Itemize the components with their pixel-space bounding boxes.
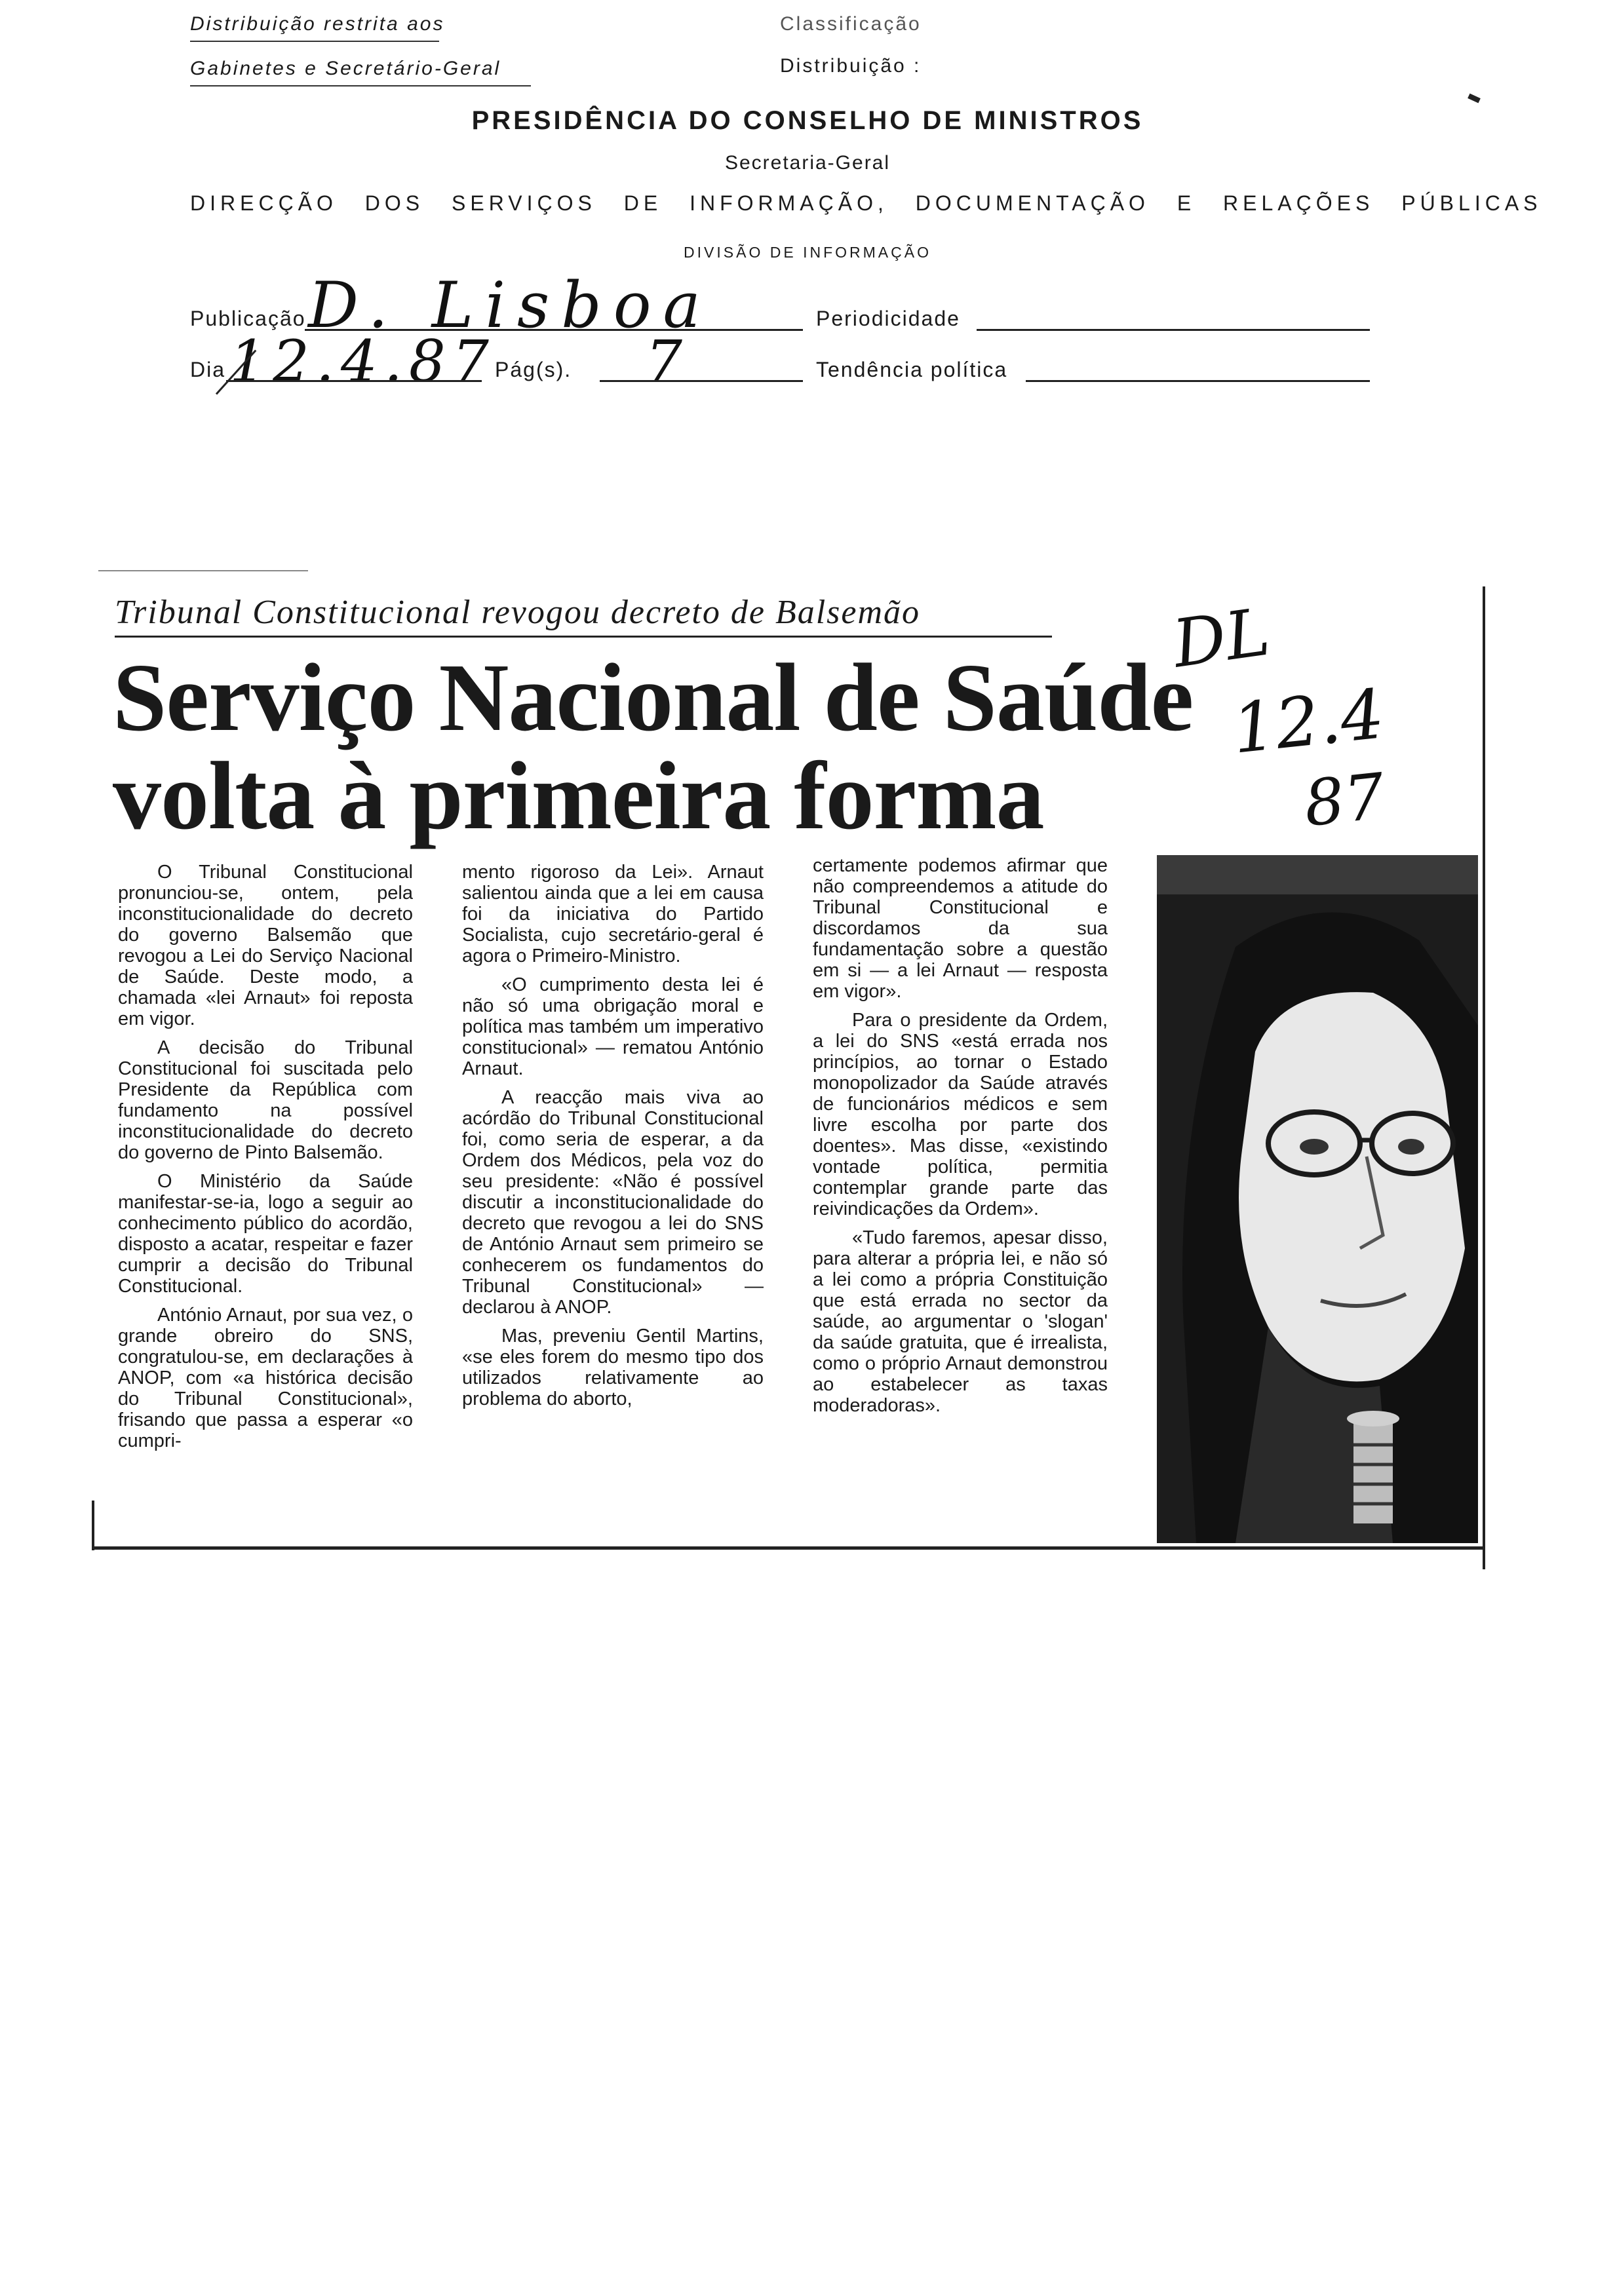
- handwritten-annotation-date: 12.4: [1228, 674, 1388, 769]
- clipping-edge: [98, 570, 308, 571]
- paragraph: «O cumprimento desta lei é não só uma obrigação moral e política mas também um imperativo constitucional» — rematou António Arnaut.: [462, 974, 764, 1079]
- clipping-right-edge: [1483, 586, 1485, 1569]
- directorate-title: DIRECÇÃO DOS SERVIÇOS DE INFORMAÇÃO, DOCUMENTAÇÃO E RELAÇÕES PÚBLICAS: [190, 191, 1542, 215]
- publication-value: D. Lisboa: [308, 269, 712, 342]
- political-label: Tendência política: [816, 358, 1008, 381]
- clipping-bottom-edge: [92, 1546, 1485, 1550]
- handwritten-annotation-year: 87: [1300, 759, 1388, 841]
- headline-line2: volta à primeira forma: [113, 742, 1044, 850]
- article-column-2: [462, 862, 764, 1417]
- clipping-left-edge: [92, 1501, 94, 1550]
- periodicity-label: Periodicidade: [816, 307, 960, 330]
- headline-line1: Serviço Nacional de Saúde: [113, 644, 1194, 752]
- kicker-underline: [115, 636, 1052, 638]
- paragraph: A decisão do Tribunal Constitucional foi suscitada pelo Presidente da República com fundamento na possível inconstitucionalidade do decreto do governo de Pinto Balsemão.: [118, 1037, 413, 1163]
- paragraph: O Tribunal Constitucional pronunciou-se, ontem, pela inconstitucionalidade do decreto do governo Balsemão que revogou a Lei do Serviço Nacional de Saúde. Deste modo, a chamada «lei Arnaut» foi reposta em vigor.: [118, 862, 413, 1029]
- periodicity-rule: [977, 329, 1370, 331]
- political-rule: [1026, 380, 1370, 382]
- handwritten-annotation-initials: DL: [1168, 593, 1275, 683]
- paragraph: certamente podemos afirmar que não compreendemos a atitude do Tribunal Constitucional e discordamos da sua fundamentação sobre a questão em si — a lei Arnaut — resposta em vigor».: [813, 855, 1108, 1002]
- pages-label: Pág(s).: [495, 358, 572, 381]
- paragraph: mento rigoroso da Lei». Arnaut salientou ainda que a lei em causa foi da iniciativa do Partido Socialista, cujo secretário-geral é agora o Primeiro-Ministro.: [462, 862, 764, 966]
- portrait-photo: [1157, 855, 1478, 1543]
- day-rule: [226, 380, 482, 382]
- underline: [190, 41, 439, 42]
- pages-value: 7: [646, 328, 682, 395]
- scan-mark: [1468, 94, 1481, 104]
- paragraph: «Tudo faremos, apesar disso, para alterar a própria lei, e não só a lei como a própria Constituição que está errada no sector da saúde, ao argumentar o 'slogan' da saúde gratuita, que é irrealista, como o próprio Arnaut demonstrou ao estabelecer as taxas moderadoras».: [813, 1227, 1108, 1416]
- underline: [190, 85, 531, 86]
- day-value: 12.4.87: [229, 328, 496, 395]
- day-label: Dia: [190, 358, 226, 381]
- publication-label: Publicação: [190, 307, 306, 330]
- distribution-label: Distribuição :: [780, 55, 922, 77]
- paragraph: O Ministério da Saúde manifestar-se-ia, logo a seguir ao conhecimento público do acordão, disposto a acatar, respeitar e fazer cumprir a decisão do Tribunal Constitucional.: [118, 1171, 413, 1297]
- division-title: DIVISÃO DE INFORMAÇÃO: [684, 244, 931, 261]
- paragraph: A reacção mais viva ao acórdão do Tribunal Constitucional foi, como seria de esperar, a da Ordem dos Médicos, pela voz do seu presidente: «Não é possível discutir a inconstitucionalidade do decreto que revogou a lei do SNS de António Arnaut sem primeiro se conhecerem os fundamentos do Tribunal Constitucional» — declarou à ANOP.: [462, 1087, 764, 1318]
- restricted-distribution-line1: Distribuição restrita aos: [190, 13, 445, 35]
- article-column-1: [118, 862, 413, 1459]
- article-column-3: [813, 855, 1108, 1424]
- classification-label: Classificação: [780, 13, 922, 35]
- secretariat-title: Secretaria-Geral: [724, 152, 891, 174]
- pages-rule: [600, 380, 803, 382]
- article-kicker: Tribunal Constitucional revogou decreto de Balsemão: [115, 594, 921, 631]
- restricted-distribution-line2: Gabinetes e Secretário-Geral: [190, 58, 501, 79]
- paragraph: Para o presidente da Ordem, a lei do SNS «está errada nos princípios, ao tornar o Estado monopolizador da Saúde através de funcionários médicos e sem livre escolha por parte dos doentes». Mas disse, «existindo vontade política, permitia contemplar grande parte das reivindicações da Ordem».: [813, 1010, 1108, 1219]
- paragraph: Mas, preveniu Gentil Martins, «se eles forem do mesmo tipo dos utilizados relativamente ao problema do aborto,: [462, 1326, 764, 1409]
- paragraph: António Arnaut, por sua vez, o grande obreiro do SNS, congratulou-se, em declarações à ANOP, com «a histórica decisão do Tribunal Constitucional», frisando que passa a esperar «o cumpri-: [118, 1305, 413, 1451]
- presidency-title: PRESIDÊNCIA DO CONSELHO DE MINISTROS: [471, 106, 1144, 135]
